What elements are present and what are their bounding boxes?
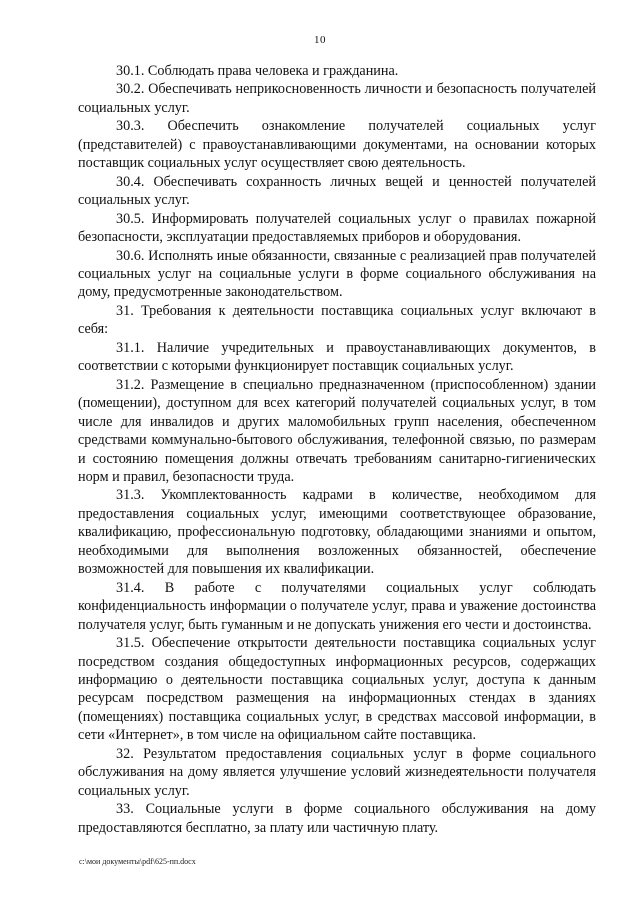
footer-file-path: c:\мои документы\pdf\625-пп.docx bbox=[79, 857, 196, 866]
paragraph-30-1: 30.1. Соблюдать права человека и гражданина. bbox=[116, 63, 399, 79]
paragraph-31-3: 31.3. Укомплектованность кадрами в количестве, необходимом для предоставления социальных услуг, имеющими соответствующее образование, квалификацию, профессиональную подготовку, обладающими знаниями и опытом, необходимыми для выполнения возложенных обязанностей, обеспечение возможностей для повышения их квалификации. bbox=[78, 487, 596, 578]
paragraph-33: 33. Социальные услуги в форме социального обслуживания на дому предоставляются бесплатно, за плату или частичную плату. bbox=[78, 801, 596, 836]
paragraph-31-2: 31.2. Размещение в специально предназначенном (приспособленном) здании (помещении), доступном для всех категорий получателей социальных услуг, в том числе для инвалидов и других маломобильных групп населения, обеспеченном средствами коммунально-бытового обслуживания, телефонной связью, по размерам и состоянию помещения должны отвечать требованиям санитарно-гигиенических норм и правил, безопасности труда. bbox=[78, 376, 596, 485]
paragraph-31-1: 31.1. Наличие учредительных и правоустанавливающих документов, в соответствии с которыми функционирует поставщик социальных услуг. bbox=[78, 339, 596, 375]
paragraph-30-2: 30.2. Обеспечивать неприкосновенность личности и безопасность получателей социальных услуг. bbox=[78, 81, 596, 116]
paragraph-31-5: 31.5. Обеспечение открытости деятельности поставщика социальных услуг посредством создания общедоступных информационных ресурсов, содержащих информацию о деятельности поставщика социальных услуг, доступа к данным ресурсам посредством размещения на информационных стендах в зданиях (помещениях) поставщика социальных услуг, в средствах массовой информации, в сети «Интернет», в том числе на официальном сайте поставщика. bbox=[78, 635, 596, 744]
paragraph-31-4: 31.4. В работе с получателями социальных услуг соблюдать конфиденциальность информации о получателе услуг, права и уважение достоинства получателя услуг, быть гуманным и не допускать унижения его чести и достоинства. bbox=[78, 579, 596, 633]
document-body bbox=[78, 62, 596, 837]
paragraph-30-5: 30.5. Информировать получателей социальных услуг о правилах пожарной безопасности, эксплуатации предоставляемых приборов и оборудования. bbox=[78, 210, 596, 246]
paragraph-30-4: 30.4. Обеспечивать сохранность личных вещей и ценностей получателей социальных услуг. bbox=[78, 173, 596, 209]
paragraph-32: 32. Результатом предоставления социальных услуг в форме социального обслуживания на дому является улучшение условий жизнедеятельности получателя социальных услуг. bbox=[78, 745, 596, 799]
paragraph-31: 31. Требования к деятельности поставщика социальных услуг включают в себя: bbox=[78, 302, 596, 338]
paragraph-30-6: 30.6. Исполнять иные обязанности, связанные с реализацией прав получателей социальных услуг на социальные услуги в форме социального обслуживания на дому, предусмотренные законодательством. bbox=[78, 247, 596, 301]
paragraph-30-3: 30.3. Обеспечить ознакомление получателей социальных услуг (представителей) с правоустанавливающими документами, на основании которых поставщик социальных услуг осуществляет свою деятельность. bbox=[78, 118, 596, 172]
page-number: 10 bbox=[314, 34, 326, 46]
